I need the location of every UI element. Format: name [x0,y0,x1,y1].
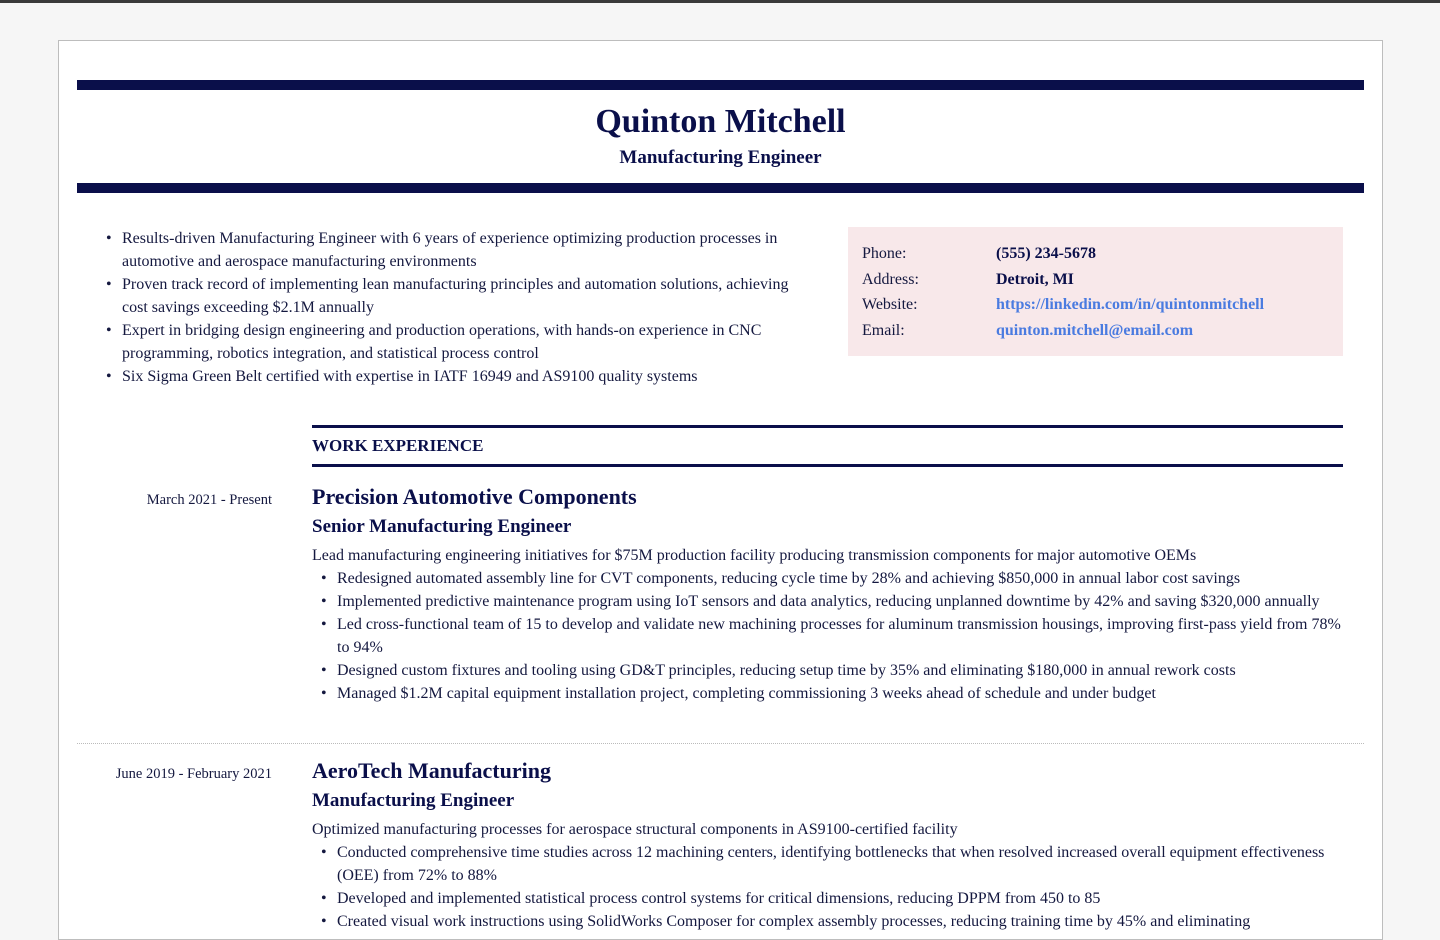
contact-label: Address: [862,270,919,288]
section-heading-work-experience: WORK EXPERIENCE [312,425,1343,467]
summary-item: • Expert in bridging design engineering and production operations, with hands-on experience in CNC programming, robotics integration, and statistical process control [122,319,812,365]
job-bullets [312,841,1347,933]
website-link[interactable]: https://linkedin.com/in/quintonmitchell [996,296,1265,313]
contact-phone [862,241,1329,267]
address-value: Detroit, MI [996,270,1074,288]
contact-website [862,292,1329,318]
job-description: Optimized manufacturing processes for aerospace structural components in AS9100-certified facility [312,821,958,838]
contact-email [862,318,1329,344]
job-bullet: • Conducted comprehensive time studies across 12 machining centers, identifying bottlenecks that when resolved increased overall equipment effectiveness (OEE) from 72% to 88% [337,841,1347,887]
job-date: March 2021 - Present [146,492,272,508]
job-date: June 2019 - February 2021 [115,766,272,782]
email-link[interactable]: quinton.mitchell@email.com [996,321,1194,339]
phone-value: (555) 234-5678 [996,245,1096,262]
resume-page [58,40,1383,940]
contact-label: Email: [862,321,905,339]
job-bullet: • Designed custom fixtures and tooling using GD&T principles, reducing setup time by 35% and eliminating $180,000 in annual rework costs [337,659,1347,682]
job-bullet: • Developed and implemented statistical process control systems for critical dimensions, reducing DPPM from 450 to 85 [337,887,1347,910]
job-bullets [312,567,1347,705]
job-title: Manufacturing Engineer [312,790,515,811]
header-bottom-rule [77,183,1364,193]
contact-label: Phone: [862,245,907,262]
job-title: Senior Manufacturing Engineer [312,516,572,537]
job-bullet: • Created visual work instructions using SolidWorks Composer for complex assembly processes, reducing training time by 45% and eliminating [337,910,1347,933]
job-bullet: • Redesigned automated assembly line for CVT components, reducing cycle time by 28% and achieving $850,000 in annual labor cost savings [337,567,1347,590]
summary-item: • Proven track record of implementing lean manufacturing principles and automation solutions, achieving cost savings exceeding $2.1M annually [122,273,812,319]
contact-label: Website: [862,296,918,313]
job-description: Lead manufacturing engineering initiatives for $75M production facility producing transmission components for major automotive OEMs [312,547,1197,564]
candidate-title: Manufacturing Engineer [619,147,822,168]
summary-item: • Six Sigma Green Belt certified with expertise in IATF 16949 and AS9100 quality systems [122,365,812,388]
summary-item: • Results-driven Manufacturing Engineer with 6 years of experience optimizing production processes in automotive and aerospace manufacturing environments [122,227,812,273]
job-bullet: • Implemented predictive maintenance program using IoT sensors and data analytics, reducing unplanned downtime by 42% and saving $320,000 annually [337,590,1347,613]
contact-address [862,267,1329,293]
job-company: Precision Automotive Components [312,484,637,509]
header-top-rule [77,80,1364,90]
contact-box [848,227,1343,356]
summary-list [122,227,812,388]
candidate-name: Quinton Mitchell [595,103,846,140]
job-divider [77,743,1364,744]
job-bullet: • Led cross-functional team of 15 to develop and validate new machining processes for aluminum transmission housings, improving first-pass yield from 78% to 94% [337,613,1347,659]
job-company: AeroTech Manufacturing [312,758,551,783]
job-bullet: • Managed $1.2M capital equipment installation project, completing commissioning 3 weeks ahead of schedule and under budget [337,682,1347,705]
